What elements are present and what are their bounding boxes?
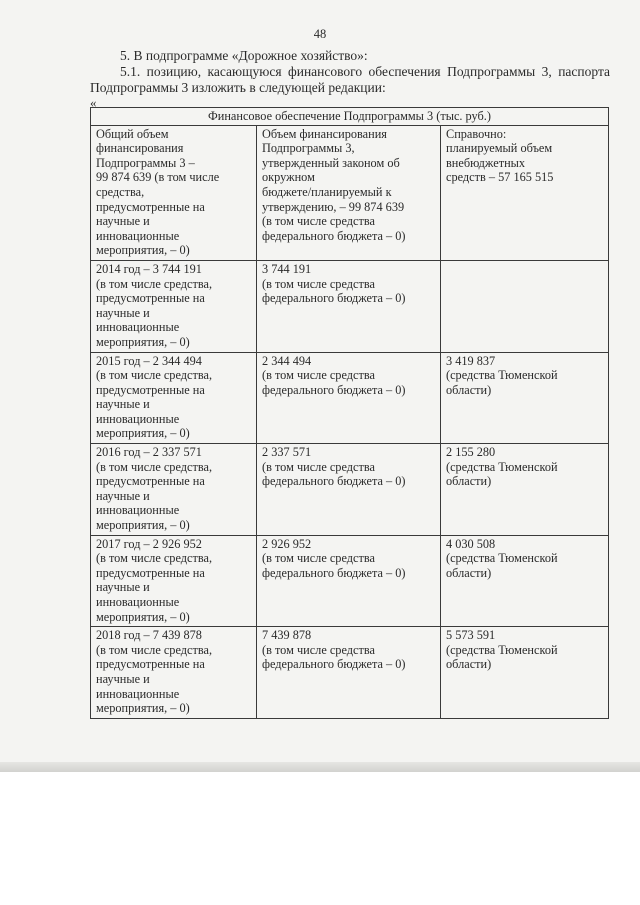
table-row (91, 260, 609, 352)
year-total-cell: 2015 год – 2 344 494 (в том числе средства, предусмотренные на научные и инновационные мероприятия, – 0) (91, 352, 257, 444)
section-paragraph: 5.1. позицию, касающуюся финансового обеспечения Подпрограммы 3, паспорта Подпрограммы 3 изложить в следующей редакции: (90, 64, 610, 95)
header-approved-cell: Объем финансирования Подпрограммы 3, утвержденный законом об окружном бюджете/планируемый к утверждению, – 99 874 639 (в том числе средства федерального бюджета – 0) (257, 125, 441, 260)
federal-budget-cell: 2 344 494 (в том числе средства федерального бюджета – 0) (257, 352, 441, 444)
federal-budget-cell: 3 744 191 (в том числе средства федерального бюджета – 0) (257, 260, 441, 352)
table-row (91, 627, 609, 719)
open-quote: « (90, 95, 97, 110)
year-total-cell: 2014 год – 3 744 191 (в том числе средства, предусмотренные на научные и инновационные мероприятия, – 0) (91, 260, 257, 352)
federal-budget-cell: 2 926 952 (в том числе средства федерального бюджета – 0) (257, 535, 441, 627)
regional-funds-cell: 5 573 591 (средства Тюменской области) (441, 627, 609, 719)
table-header-row (91, 125, 609, 260)
year-total-cell: 2016 год – 2 337 571 (в том числе средства, предусмотренные на научные и инновационные мероприятия, – 0) (91, 444, 257, 536)
federal-budget-cell: 7 439 878 (в том числе средства федерального бюджета – 0) (257, 627, 441, 719)
table-row (91, 352, 609, 444)
year-total-cell: 2017 год – 2 926 952 (в том числе средства, предусмотренные на научные и инновационные мероприятия, – 0) (91, 535, 257, 627)
scan-edge (0, 762, 640, 772)
financing-table (90, 107, 609, 719)
regional-funds-cell (441, 260, 609, 352)
year-total-cell: 2018 год – 7 439 878 (в том числе средства, предусмотренные на научные и инновационные мероприятия, – 0) (91, 627, 257, 719)
regional-funds-cell: 4 030 508 (средства Тюменской области) (441, 535, 609, 627)
regional-funds-cell: 3 419 837 (средства Тюменской области) (441, 352, 609, 444)
header-total-cell: Общий объем финансирования Подпрограммы 3 – 99 874 639 (в том числе средства, предусмотренные на научные и инновационные мероприятия, – 0) (91, 125, 257, 260)
table-row (91, 444, 609, 536)
table-title-row (91, 108, 609, 126)
section-heading: 5. В подпрограмме «Дорожное хозяйство»: (120, 48, 368, 63)
table-row (91, 535, 609, 627)
table-title: Финансовое обеспечение Подпрограммы 3 (тыс. руб.) (91, 108, 609, 126)
regional-funds-cell: 2 155 280 (средства Тюменской области) (441, 444, 609, 536)
page-number: 48 (313, 27, 327, 41)
federal-budget-cell: 2 337 571 (в том числе средства федерального бюджета – 0) (257, 444, 441, 536)
header-extrabudget-cell: Справочно: планируемый объем внебюджетных средств – 57 165 515 (441, 125, 609, 260)
